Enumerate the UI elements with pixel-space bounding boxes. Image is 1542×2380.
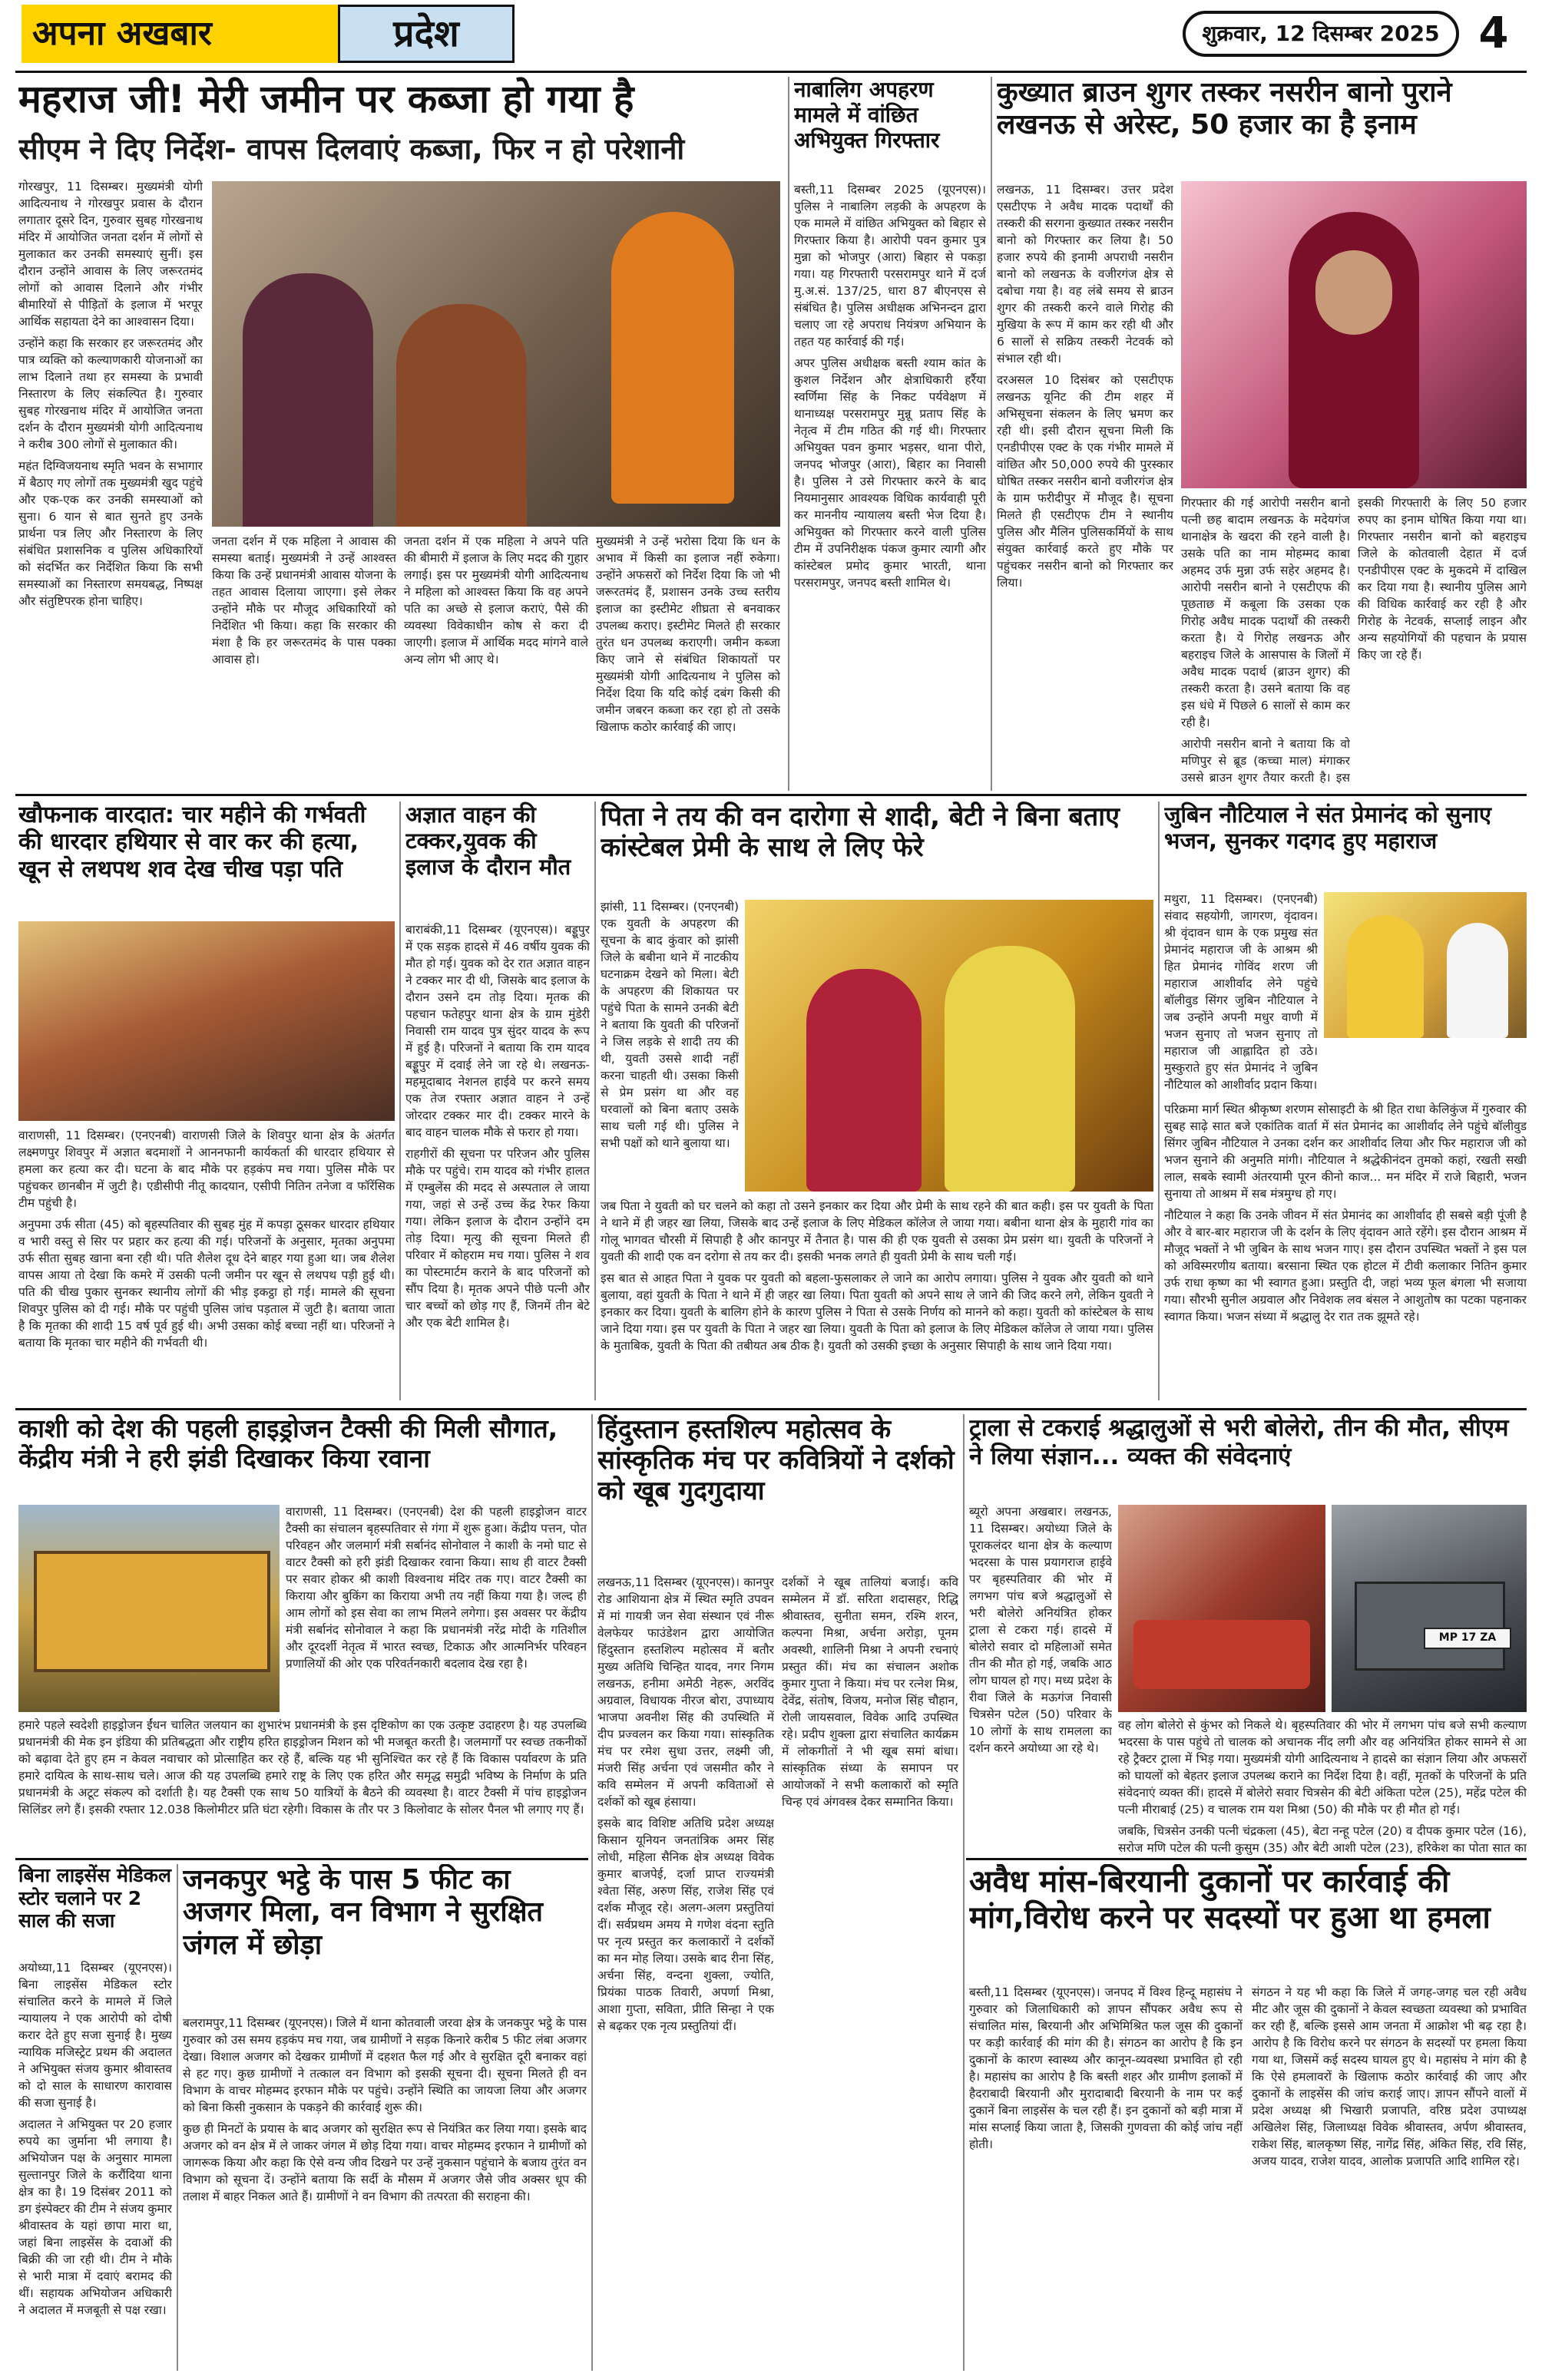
a11-col1: [597, 1574, 774, 2368]
a13-para: बस्ती,11 दिसम्बर (यूएनएस)। जनपद में विश्व हिन्दू महासंघ ने गुरुवार को जिलाधिकारी को ज्ञापन सौंपकर अवैध रूप से संचालित मांस, बिरयानी और अभिमिश्रित फल जूस की दुकानों पर कड़ी कार्रवाई की मांग की है। संगठन का आरोप है कि इन दुकानों के कारण स्वास्थ्य और कानून-व्यवस्था प्रभावित हो रही है। महासंघ का आरोप है कि बस्ती शहर और ग्रामीण इलाकों में हैदराबादी बिरयानी और मुरादाबादी बिरयानी के नाम पर कई दुकानें बिना लाइसेंस के चल रही हैं। इन दुकानों को बड़ी मात्रा में मांस सप्लाई किया जाता है, जिसकी गुणवत्ता की कोई जांच नहीं होती।: [969, 1985, 1243, 2151]
a3-col2: [1181, 494, 1350, 786]
a4-para: अनुपमा उर्फ सीता (45) को बृहस्पतिवार की सुबह मुंह में कपड़ा ठूसकर धारदार हथियार व भारी वस्तु से सिर पर प्रहार कर हत्या की गई। परिजनों के अनुसार, मृतका अनुपमा उर्फ सीता सुबह खाना बना रही थी। पति शैलेश दूध देने बाहर गया हुआ था। जब शैलेश वापस आया तो देखा कि कमरे में उसकी पत्नी जमीन पर खून से लथपथ पड़ी हुई थी। पति की चीख पुकार सुनकर स्थानीय लोगों की भीड़ इकट्ठा हो गई। मामले की सूचना शिवपुर पुलिस को दी गई। मौके पर पहुंची पुलिस जांच पड़ताल में जुटी है। बताया जाता है कि मृतका की शादी 15 वर्ष पूर्व हुई थी। अभी उसका कोई बच्चा नहीं था। परिजनों ने बताया कि मृतका चार महीने की गर्भवती थी।: [18, 1218, 395, 1350]
a13-col1: [969, 1984, 1243, 2368]
a1-subhead: सीएम ने दिए निर्देश- वापस दिलवाएं कब्जा, फिर न हो परेशानी: [18, 132, 685, 166]
a8-col2: [18, 1717, 587, 1855]
a8-col1: [286, 1503, 587, 1712]
a7-para: नौटियाल ने कहा कि उनके जीवन में संत प्रेमानंद का आशीर्वाद ही सबसे बड़ी पूंजी है और वे बार-बार महाराज जी के दर्शन के लिए वृंदावन आते रहेंगे। इस दौरान आश्रम में मौजूद भक्तों ने भी जुबिन के साथ भजन गाए। इस दौरान उपस्थित भक्तों ने इस पल को अविस्मरणीय बताया। बरसाना स्थित एक होटल में टीवी कलाकार नितिन कुमार उर्फ राधा कृष्ण का भी स्वागत हुआ। प्रस्तुति दी, जहां भव्य फूल बंगला भी सजाया गया। सौरभी सुनील अग्रवाल और निवेशक लव बंसल ने आशुतोष का पटका पहनाकर स्वागत किया। भजन संध्या में श्रद्धालु देर रात तक झूमते रहे।: [1164, 1208, 1527, 1324]
a1-para: गोरखपुर, 11 दिसम्बर। मुख्यमंत्री योगी आदित्यनाथ ने गोरखपुर प्रवास के दौरान लगातार दूसरे दिन, गुरुवार सुबह गोरखनाथ मंदिर में आयोजित जनता दर्शन में लोगों से मुलाकात कर उनकी समस्याएं सुनीं। इस दौरान उन्होंने आवास के लिए जरूरतमंद लोगों को आवास दिलाने और गंभीर बीमारियों से पीड़ितों के इलाज में भरपूर आर्थिक सहायता देने का आश्वासन दिया।: [18, 180, 203, 329]
col-divider: [991, 77, 992, 791]
a7-headline: जुबिन नौटियाल ने संत प्रेमानंद को सुनाए भजन, सुनकर गदगद हुए महाराज: [1164, 802, 1492, 854]
face-shape: [1315, 250, 1392, 335]
a2-para: अपर पुलिस अधीक्षक बस्ती श्याम कांत के कुशल निर्देशन और क्षेत्राधिकारी हर्रैया स्वर्णिमा सिंह के निकट पर्यवेक्षण में थानाध्यक्ष परसरामपुर मुन्नू प्रताप सिंह के नेतृत्व में टीम गठित की गई थी। गिरफ्तार अभियुक्त पवन कुमार भड़सर, थाना पीरो, जनपद भोजपुर (आरा), बिहार का निवासी है। पुलिस ने उसे गिरफ्तार करने के बाद नियमानुसार आवश्यक विधिक कार्यवाही पूरी कर माननीय न्यायालय बस्ती भेज दिया है। अभियुक्त को गिरफ्तार करने वाली पुलिस टीम में उपनिरीक्षक पंकज कुमार त्यागी और कांस्टेबल प्रमोद कुमार भारती, थाना परसरामपुर, जनपद बस्ती शामिल थे।: [794, 356, 986, 590]
jan-darshan-photo: [212, 181, 780, 527]
groom-figure: [945, 946, 1075, 1192]
a3-para: इसकी गिरफ्तारी के लिए 50 हजार रुपए का इनाम घोषित किया गया था। गिरफ्तार नसरीन बानो को बहराइच जिले के कोतवाली देहात में दर्ज एनडीपीएस एक्ट के मुकदमे में दाखिल कर दिया गया है। स्थानीय पुलिस आगे की विधिक कार्रवाई कर रही है और गिरोह के नेटवर्क, सप्लाई लाइन और अन्य सहयोगियों की पहचान के प्रयास किए जा रहे हैं।: [1358, 496, 1527, 662]
a3-headline: कुख्यात ब्राउन शुगर तस्कर नसरीन बानो पुराने लखनऊ से अरेस्ट, 50 हजार का है इनाम: [997, 77, 1452, 141]
section-rule: [966, 1858, 1527, 1860]
a12-col1: [969, 1503, 1112, 1787]
a13-headline: अवैध मांस-बिरयानी दुकानों पर कार्रवाई की मांग,विरोध करने पर सदस्यों पर हुआ था हमला: [969, 1864, 1491, 1936]
bolero-wreck-photo: [1332, 1505, 1527, 1712]
a10-para: कुछ ही मिनटों के प्रयास के बाद अजगर को सुरक्षित रूप से नियंत्रित कर लिया गया। इसके बाद अजगर को वन क्षेत्र में ले जाकर जंगल में छोड़ दिया गया। वाचर मोहम्मद इरफान ने ग्रामीणों को जागरूक किया और कहा कि ऐसे वन्य जीव दिखने पर उन्हें नुकसान पहुंचाने के बजाय तुरंत वन विभाग को सूचना दें। उन्होंने बताया कि सर्दी के मौसम में अजगर जैसे जीव अक्सर धूप की तलाश में बाहर निकल आते हैं। ग्रामीणों ने वन विभाग की तत्परता की सराहना की।: [183, 2122, 587, 2203]
nasreen-bano-photo: [1181, 181, 1527, 488]
a1-para: मुख्यमंत्री ने उन्हें भरोसा दिया कि धन के अभाव में किसी का इलाज नहीं रुकेगा। उन्होंने अफसरों को निर्देश दिया कि जो भी जरूरतमंद हैं, प्रशासन उनके उच्च स्तरीय इलाज का इस्टीमेट शीघ्रता से बनवाकर उपलब्ध कराए। इस्टीमेट मिलते ही सरकार तुरंत धन उपलब्ध कराएगी। जमीन कब्जा किए जाने से संबंधित शिकायतों पर मुख्यमंत्री योगी आदित्यनाथ ने पुलिस को निर्देश दिया कि यदि कोई दबंग किसी की जमीन जबरन कब्जा कर रहा हो तो उसके खिलाफ कठोर कार्रवाई की जाए।: [596, 534, 780, 734]
a3-col3: [1358, 494, 1527, 786]
a11-para: इसके बाद विशिष्ट अतिथि प्रदेश अध्यक्ष किसान यूनियन जनतांत्रिक अमर सिंह लोधी, महिला सैनिक क्षेत्र अध्यक्ष विवेक कुमार बाजपेई, दर्जा प्राप्त राज्यमंत्री श्वेता सिंह, अरुण सिंह, राजेश सिंह एवं दर्शक मौजूद रहे। अलग-अलग प्रस्तुतियां दीं। सर्वप्रथम अमय मेे गणेश वंदना स्तुति पर नृत्य प्रस्तुत कर कलाकारों ने दर्शकों का मन मोह लिया। उसके बाद रीना सिंह, अर्चना सिंह, वन्दना शुक्ला, ज्योति, प्रियंका पाठक तिवारी, अपर्णा मिश्रा, आशा गुप्ता, सविता, प्रीति सिन्हा ने एक से बढ़कर एक नृत्य प्रस्तुतियां दीं।: [597, 1816, 774, 2033]
a13-col2: [1252, 1984, 1527, 2368]
a12-para: ब्यूरो अपना अखबार। लखनऊ, 11 दिसम्बर। अयोध्या जिले के पूराकलंदर थाना क्षेत्र के कल्याण भदरसा के पास प्रयागराज हाईवे पर बृहस्पतिवार की भोर में लगभग पांच बजे श्रद्धालुओं से भरी बोलेरो अनियंत्रित होकर ट्राला से टकरा गई। हादसे में बोलेरो सवार दो महिलाओं समेत तीन की मौत हो गई, जबकि आठ लोग घायल हो गए। मध्य प्रदेश के रीवा जिले के मऊगंज निवासी चित्रसेन पटेल (50) परिवार के 10 लोगों के साथ रामलला का दर्शन करने अयोध्या आ रहे थे।: [969, 1505, 1112, 1755]
a5-body: [405, 921, 590, 1405]
a1-para: जनता दर्शन में एक महिला ने आवास की समस्या बताई। मुख्यमंत्री ने उन्हें आश्वस्त किया कि उन्हें प्रधानमंत्री आवास योजना के तहत आवास दिलाया जाएगा। इसे लेकर उन्होंने मौके पर मौजूद अधिकारियों को निर्देशित भी किया। कहा कि सरकार की मंशा है कि हर जरूरतमंद के पास पक्का आवास हो।: [212, 534, 396, 666]
a3-para: गिरफ्तार की गई आरोपी नसरीन बानो पत्नी छह बादाम लखनऊ के मदेयगंज थानाक्षेत्र के खदरा की रहने वाली है। उसके पति का नाम मोहम्मद काबा अहमद उर्फ मुन्ना उर्फ सहेर अहमद है। आरोपी नसरीन बानो ने एसटीएफ की पूछताछ में कबूला कि उसका एक गिरोह अवैध मादक पदार्थों की तस्करी करता है। ये गिरोह लखनऊ और बहराइच जिले के आसपास के जिलों में अवैध मादक पदार्थ (ब्राउन शुगर) की तस्करी करता है। उसने बताया कि वह इस धंधे में पिछले 6 सालों से काम कर रही है।: [1181, 496, 1350, 729]
singer-figure: [1447, 923, 1508, 1038]
a3-para: लखनऊ, 11 दिसम्बर। उत्तर प्रदेश एसटीएफ ने अवैध मादक पदार्थों की तस्करी की सरगना कुख्यात तस्कर नसरीन बानो को गिरफ्तार कर लिया है। 50 हजार रुपये की इनामी अपराधी नसरीन बानो को लखनऊ के वजीरगंज क्षेत्र से दबोचा गया है। वह लंबे समय से ब्राउन शुगर की तस्करी करने वाले गिरोह की मुखिया के रूप में काम कर रही थी और 6 सालों से सक्रिय तस्करी नेटवर्क को संभाल रही थी।: [997, 183, 1173, 365]
a6-para: इस बात से आहत पिता ने युवक पर युवती को बहला-फुसलाकर ले जाने का आरोप लगाया। पुलिस ने युवक और युवती को थाने बुलाया, वहां युवती के पिता ने थाने में ही जहर खा लिया। पिता युवती को अपने साथ ले जाने की जिद करने लगे, लेकिन युवती ने इनकार कर दिया। युवती के बालिग होने के कारण पुलिस ने पिता से उसके निर्णय को मानने को कहा। युवती को कांस्टेबल के साथ जाने दिया गया। इस पर युवती के पिता ने जहर खा लिया। युवती के पिता को इलाज के लिए मेडिकल कॉलेज ले जाया गया। पुलिस के मुताबिक, युवती के पिता की तबीयत अब ठीक है। युवती को उसकी इच्छा के अनुसार सिपाही के साथ जाने दिया गया।: [601, 1271, 1153, 1353]
a3-para: आरोपी नसरीन बानो ने बताया कि वो मणिपुर से ब्रूड (कच्चा माल) मंगाकर उससे ब्राउन शुगर तैयार करती है। इस: [1181, 737, 1350, 785]
a11-para: दर्शकों ने खूब तालियां बजाई। कवि सम्मेलन में डॉ. सरिता शदासहर, रिद्धि श्रीवास्तव, सुनीता समन, रश्मि शरन, कल्पना मिश्रा, अर्चना अरोड़ा, पूनम अवस्थी, शालिनी मिश्रा ने अपनी रचनाएं प्रस्तुत कीं। मंच का संचालन अशोक कुमार गुप्ता ने किया। मंच पर रत्नेश मिश्र, देवेंद्र, संतोष, विजय, मनोज सिंह चौहान, रोली जायसवाल, विवेक आदि उपस्थित रहे। प्रदीप शुक्ला द्वारा संचालित कार्यक्रम में लोकगीतों ने भी खूब समां बांधा। सांस्कृतिक संध्या के समापन पर आयोजकों ने सभी कलाकारों को स्मृति चिन्ह एवं अंगवस्त्र देकर सम्मानित किया।: [782, 1575, 958, 1809]
bride-figure: [806, 969, 922, 1192]
section-rule: [15, 794, 1527, 796]
premanand-jubin-photo: [1324, 892, 1527, 1038]
masthead-rule: [15, 71, 1527, 73]
a5-para: राहगीरों की सूचना पर परिजन और पुलिस मौके पर पहुंचे। राम यादव को गंभीर हालत में एम्बुलेंस की मदद से अस्पताल ले जाया गया, जहां से उन्हें उच्च केंद्र रेफर किया गया। लेकिन इलाज के दौरान उन्होंने दम तोड़ दिया। मृत्यु की सूचना मिलते ही परिवार में कोहराम मच गया। पुलिस ने शव का पोस्टमार्टम कराने के बाद परिजनों को सौंप दिया है। मृतक अपने पीछे पत्नी और चार बच्चों को छोड़ गए हैं, जिनमें तीन बेटे और एक बेटी शामिल है।: [405, 1147, 590, 1330]
col-divider: [963, 1414, 965, 2371]
section-rule: [15, 1858, 588, 1860]
a10-body: [183, 2015, 587, 2368]
a2-para: बस्ती,11 दिसम्बर 2025 (यूएनएस)। पुलिस ने नाबालिग लड़की के अपहरण के एक मामले में वांछित अभियुक्त को बिहार से गिरफ्तार किया है। आरोपी पवन कुमार पुत्र मुन्ना को भोजपुर (आरा) बिहार से पकड़ा गया। यह गिरफ्तारी परसरामपुर थाने में दर्ज मु.अ.सं. 137/25, धारा 87 बीएनएस से संबंधित है। पुलिस अधीक्षक अभिनन्दन द्वारा चलाए जा रहे अपराध नियंत्रण अभियान के तहत यह कार्रवाई की गई।: [794, 183, 986, 349]
woman-figure: [243, 273, 373, 527]
a11-para: लखनऊ,11 दिसम्बर (यूएनएस)। कानपुर रोड आशियाना क्षेत्र में स्थित स्मृति उपवन में मां गायत्री जन सेवा संस्थान एवं नीरू वेलफेयर फाउंडेशन द्वारा आयोजित हिंदुस्तान हस्तशिल्प महोत्सव में बतौर मुख्य अतिथि चिन्हित यादव, नगर निगम लखनऊ, हनीमा अमेठी नेहरू, अरविंद अग्रवाल, विधायक नीरज बोरा, उपाध्याय भाजपा अवनीश सिंह की उपस्थिति में दीप प्रज्वलन कर किया गया। सांस्कृतिक मंच पर रमेश सुधा उत्तर, लक्ष्मी जी, मंजरी सिंह अर्चना एवं जसमीत कौर ने कवि सम्मेलन में अपनी कविताओं से दर्शकों को खूब हंसाया।: [597, 1575, 774, 1809]
a5-para: बाराबंकी,11 दिसम्बर (यूएनएस)। बड्डूपुर में एक सड़क हादसे में 46 वर्षीय युवक की मौत हो गई। युवक को देर रात अज्ञात वाहन ने टक्कर मार दी थी, जिसके बाद इलाज के दौरान उसने दम तोड़ दिया। मृतक की पहचान फतेहपुर थाना क्षेत्र के ग्राम मुंडेरी निवासी राम यादव पुत्र सुंदर यादव के रूप में हुई है। परिजनों ने बताया कि राम यादव बड्डूपुर में दवाई लेने जा रहे थे। लखनऊ-महमूदाबाद नेशनल हाईवे पर करने समय एक तेज रफ्तार अज्ञात वाहन ने उन्हें जोरदार टक्कर मार दी। टक्कर मारने के बाद वाहन चालक मौके से फरार हो गया।: [405, 923, 590, 1139]
a7-para: मथुरा, 11 दिसम्बर। (एनएनबी) संवाद सहयोगी, जागरण, वृंदावन। श्री वृंदावन धाम के एक प्रमुख संत प्रेमानंद महाराज जी के आश्रम श्री हित प्रेमानंद गोविंद शरण जी महाराज आशीर्वाद लेने पहुंचे बॉलीवुड सिंगर जुबिन नौटियाल ने जब उन्होंने अपनी मधुर वाणी में भजन सुनाए तो भजन सुनाए तो महाराज जी आह्लादित हो उठे। मुस्कुराते हुए संत प्रेमानंद ने जुबिन नौटियाल को आशीर्वाद प्रदान किया।: [1164, 892, 1318, 1092]
varanasi-crowd-photo: [18, 921, 395, 1121]
a12-para: वह लोग बोलेरो से कुंभर को निकले थे। बृहस्पतिवार की भोर में लगभग पांच बजे सभी कल्याण भदरसा के पास पहुंचे तो चालक को अचानक नींद लगी और वह अनियंत्रित होकर सामने से आ रहे ट्रैक्टर ट्राला में भिड़ गया। मुख्यमंत्री योगी आदित्यनाथ ने हादसे का संज्ञान लिया और अफसरों को घायलों को बेहतर इलाज उपलब्ध कराने का निर्देश दिया है। वहीं, मृतकों के परिजनों के प्रति संवेदनाएं व्यक्त कीं। हादसे में बोलेरो सवार चित्रसेन की बेटी अंकिता पटेल (25), महेंद्र पटेल की पत्नी मीराबाई (25) व चालक राम यश मिश्रा (50) की मौके पर ही मौत हो गई।: [1118, 1718, 1527, 1816]
number-plate: MP 17 ZA: [1424, 1628, 1511, 1649]
a4-para: वाराणसी, 11 दिसम्बर। (एनएनबी) वाराणसी जिले के शिवपुर थाना क्षेत्र के अंतर्गत लक्ष्मणपुर शिवपुर में अज्ञात बदमाशों ने आननफानी कार्यकर्ता की धारदार हथियार से हमला कर हत्या कर दी। घटना के बाद मौके पर हड़कंप मच गया। पुलिस मौके पर पहुंचकर छानबीन में जुटी है। एडीसीपी नीतू कादयान, एसीपी नितिन तनेजा व फॉरेंसिक टीम पहुंची है।: [18, 1129, 395, 1210]
a9-para: अदालत ने अभियुक्त पर 20 हजार रुपये का जुर्माना भी लगाया है। अभियोजन पक्ष के अनुसार मामला सुल्तानपुर जिले के करौंदिया थाना क्षेत्र का है। 19 दिसंबर 2011 को डग इंस्पेक्टर की टीम ने संजय कुमार श्रीवास्तव के यहां छापा मारा था, जहां बिना लाइसेंस के दवाओं की बिक्री की जा रही थी। टीम ने मौके से भारी मात्रा में दवाएं बरामद की थीं। सहायक अभियोजन अधिकारी ने अदालत में मजबूती से पक्ष रखा।: [18, 2117, 172, 2317]
a9-headline: बिना लाइसेंस मेडिकल स्टोर चलाने पर 2 साल की सजा: [18, 1864, 171, 1932]
a7-para: परिक्रमा मार्ग स्थित श्रीकृष्ण शरणम सोसाइटी के श्री हित राधा केलिकुंज में गुरुवार की सुबह साढ़े सात बजे एकांतिक वार्ता में संत प्रेमानंद का आशीर्वाद लेने पहुंचे बॉलीवुड सिंगर जुबिन नौटियाल ने उनका दर्शन कर आशीर्वाद लिया और फिर महाराज जी को भजन सुनाने की अनुमति मांगी। नौटियाल ने श्रद्धेकीनंदन तुमको कहां, रखती सखी लाल, सबके स्वामी अंतरयामी पूरन कीनो काज... मन मंदिर में राजे बिहारी, भजन सुनाया तो आश्रम में सब मंत्रमुग्ध हो गए।: [1164, 1102, 1527, 1201]
a1-headline: महराज जी! मेरी जमीन पर कब्जा हो गया है: [18, 77, 634, 121]
a1-col2: [212, 533, 396, 785]
a12-headline: ट्राला से टकराई श्रद्धालुओं से भरी बोलेरो, तीन की मौत, सीएम ने लिया संज्ञान... व्यक्त की संवेदनाएं: [969, 1414, 1509, 1470]
a10-headline: जनकपुर भट्ठे के पास 5 फीट का अजगर मिला, वन विभाग ने सुरक्षित जंगल में छोड़ा: [183, 1864, 544, 1961]
a6-para: जब पिता ने युवती को घर चलने को कहा तो उसने इनकार कर दिया और प्रेमी के साथ रहने की बात कही। इस पर युवती के पिता ने थाने में ही जहर खा लिया, जिसके बाद उन्हें इलाज के लिए मेडिकल कॉलेज ले जाया गया। बबीना थाना क्षेत्र के मुहारी गांव का गोलू भागवत चौरसी में सिपाही है और कानपुर में तैनात है। पास की ही एक युवती से उसका प्रेम प्रसंग था। युवती के परिजनों ने युवती की शादी एक वन दरोगा से तय कर दी। इसकी भनक लगते ही युवती प्रेमी के साथ चली गई।: [601, 1199, 1153, 1264]
couple-wedding-photo: [745, 900, 1153, 1192]
a2-headline: नाबालिग अपहरण मामले में वांछित अभियुक्त गिरफ्तार: [794, 77, 940, 154]
a6-col2: [601, 1198, 1153, 1405]
a3-col1: [997, 181, 1173, 788]
woman-figure: [396, 304, 527, 527]
page-number: 4: [1478, 8, 1509, 58]
a7-col2: [1164, 1101, 1527, 1405]
a1-col3: [404, 533, 588, 785]
cm-figure: [611, 212, 734, 504]
bolero-body: [1355, 1582, 1505, 1671]
a8-headline: काशी को देश की पहली हाइड्रोजन टैक्सी की मिली सौगात, केंद्रीय मंत्री ने हरी झंडी दिखाकर किया रवाना: [18, 1414, 558, 1473]
a12-col2: [1118, 1717, 1527, 1855]
taxi-hull: [34, 1551, 270, 1672]
col-divider: [399, 802, 401, 1400]
a9-para: अयोध्या,11 दिसम्बर (यूएनएस)। बिना लाइसेंस मेडिकल स्टोर संचालित करने के मामले में जिले न्यायालय ने एक आरोपी को दोषी करार देते हुए सजा सुनाई है। मुख्य न्यायिक मजिस्ट्रेट प्रथम की अदालत ने अभियुक्त संजय कुमार श्रीवास्तव को दो साल के साधारण कारावास की सजा सुनाई है।: [18, 1961, 172, 2110]
a1-para: जनता दर्शन में एक महिला ने अपने पति की बीमारी में इलाज के लिए मदद की गुहार लगाई। इस पर मुख्यमंत्री योगी आदित्यनाथ ने महिला को आश्वस्त किया कि वह अपने पति का अच्छे से इलाज कराएं, पैसे की व्यवस्था विवेकाधीन कोष से करा दी जाएगी। इलाज में आर्थिक मदद मांगने वाले अन्य लोग भी आए थे।: [404, 534, 588, 666]
col-divider: [177, 1864, 178, 2371]
paper-name: अपना अखबार: [22, 5, 344, 63]
saint-figure: [1347, 915, 1424, 1038]
a1-col1: [18, 178, 203, 785]
hydrogen-taxi-photo: [18, 1505, 280, 1712]
col-divider: [1158, 802, 1160, 1400]
hospital-bed: [1133, 1620, 1310, 1689]
masthead: [0, 0, 1542, 68]
a4-headline: खौफनाक वारदात: चार महीने की गर्भवती की धारदार हथियार से वार कर की हत्या, खून से लथपथ शव देख चीख पड़ा पति: [18, 802, 366, 883]
section-rule: [15, 1408, 1527, 1410]
a6-headline: पिता ने तय की वन दारोगा से शादी, बेटी ने बिना बताए कांस्टेबल प्रेमी के साथ ले लिए फेरे: [601, 802, 1120, 864]
a10-para: बलरामपुर,11 दिसम्बर (यूएनएस)। जिले में थाना कोतवाली जरवा क्षेत्र के जनकपुर भट्ठे के पास गुरुवार को उस समय हड़कंप मच गया, जब ग्रामीणों ने सड़क किनारे करीब 5 फीट लंबा अजगर देखा। विशाल अजगर को देखकर ग्रामीणों में दहशत फैल गई और वे सुरक्षित दूरी बनाकर वहां से हट गए। कुछ ग्रामीणों ने तत्काल वन विभाग को इसकी सूचना दी। सूचना मिलते ही वन विभाग के वाचर मोहम्मद इरफान मौके पर पहुंचे। उन्होंने स्थिति का जायजा लिया और अजगर को बिना किसी नुकसान के पकड़ने की कार्रवाई शुरू की।: [183, 2016, 587, 2114]
a11-headline: हिंदुस्तान हस्तशिल्प महोत्सव के सांस्कृतिक मंच पर कवित्रियों ने दर्शको को खूब गुदगुदाया: [597, 1414, 955, 1507]
col-divider: [591, 1414, 593, 2371]
col-divider: [788, 77, 789, 791]
a8-para: वाराणसी, 11 दिसम्बर। (एनएनबी) देश की पहली हाइड्रोजन वाटर टैक्सी का संचालन बृहस्पतिवार से गंगा में शुरू हुआ। केंद्रीय पत्तन, पोत परिवहन और जलमार्ग मंत्री सर्बानंद सोनोवाल ने काशी के नमो घाट से वाटर टैक्सी को हरी झंडी दिखाकर रवाना किया। साथ ही वाटर टैक्सी पर सवार होकर श्री काशी विश्वनाथ मंदिर तक गए। वाटर टैक्सी का किराया और बुकिंग का किराया अभी तय नहीं किया गया है। जल्द ही आम लोगों को इस सेवा का लाभ मिलने लगेगा। इस अवसर पर केंद्रीय मंत्री सर्बानंद सोनोवाल ने कहा कि प्रधानमंत्री नरेंद्र मोदी के गतिशील और दूरदर्शी नेतृत्व में भारत स्वच्छ, टिकाऊ और आत्मनिर्भर परिवहन प्रणालियों की ओर एक परिवर्तनकारी बदलाव देख रहा है।: [286, 1505, 587, 1671]
a5-headline: अज्ञात वाहन की टक्कर,युवक की इलाज के दौरान मौत: [405, 802, 571, 881]
a1-col4: [596, 533, 780, 785]
a9-body: [18, 1959, 172, 2366]
col-divider: [594, 802, 596, 1400]
a11-col2: [782, 1574, 958, 2368]
a8-para: हमारे पहले स्वदेशी हाइड्रोजन ईंधन चालित जलयान का शुभारंभ प्रधानमंत्री के इस दृष्टिकोण का एक उत्कृष्ट उदाहरण है। यह उपलब्धि प्रधानमंत्री की मेक इन इंडिया की प्रतिबद्धता और राष्ट्रीय हरित हाइड्रोजन मिशन को भी मजबूत करती है। जलमार्गों पर स्वच्छ तकनीकों को बढ़ावा देते हुए हम न केवल नवाचार को प्रोत्साहित कर रहे हैं, बल्कि यह भी सुनिश्चित कर रहे हैं कि विकास पर्यावरण के प्रति हमारे दायित्व के साथ-साथ चले। आज की यह उपलब्धि हमारे राष्ट्र के लिए एक हरित और समृद्ध समुद्री भविष्य के निर्माण के प्रति प्रधानमंत्री के अटूट संकल्प को दर्शाती है। यह टैक्सी एक साथ 50 यात्रियों के बैठने की व्यवस्था है। वाटर टैक्सी में पांच हाइड्रोजन सिलिंडर लगे हैं। इसकी रफ्तार 12.038 किलोमीटर प्रति घंटा रहेगी। विकास के तौर पर 3 किलोवाट के सोलर पैनल भी लगाए गए हैं।: [18, 1718, 587, 1816]
injured-hospital-photo: [1118, 1505, 1325, 1712]
a2-body: [794, 181, 986, 788]
section-title: प्रदेश: [338, 5, 515, 63]
a6-para: झांसी, 11 दिसम्बर। (एनएनबी) एक युवती के अपहरण की सूचना के बाद कुंवार को झांसी जिले के बबीना थाने में नाटकीय घटनाक्रम देखने को मिला। बेटी के अपहरण की शिकायत पर पहुंचे पिता के सामने उनकी बेटी ने बताया कि युवती की परिजनों ने जिस लड़के से शादी तय की थी, युवती उससे शादी नहीं करना चाहती थी। उसका किसी से प्रेम प्रसंग था और वह घरवालों को बिना बताए उसके साथ चली गई थी। पुलिस ने सभी पक्षों को थाने बुलाया था।: [601, 900, 739, 1150]
issue-date: शुक्रवार, 12 दिसम्बर 2025: [1183, 11, 1459, 57]
a13-para: संगठन ने यह भी कहा कि जिले में जगह-जगह चल रही अवैध मीट और जूस की दुकानों ने केवल स्वच्छता व्यवस्था को प्रभावित कर रही हैं, बल्कि इससे आम जनता में आक्रोश भी बढ़ रहा है। आरोप है कि विरोध करने पर संगठन के सदस्यों पर हमला किया गया था, जिसमें कई सदस्य घायल हुए थे। महासंघ ने मांग की है कि ऐसे हमलावरों के खिलाफ कठोर कार्रवाई की जाए और दुकानों के लाइसेंस की जांच कराई जाए। ज्ञापन सौंपने वालों में प्रदेश अध्यक्ष श्री भिखारी प्रजापति, वरिष्ठ प्रदेश उपाध्यक्ष अखिलेश सिंह, जिलाध्यक्ष विवेक श्रीवास्तव, अर्पण श्रीवास्तव, राकेश सिंह, बालकृष्ण सिंह, नागेंद्र सिंह, अंकित सिंह, रवि सिंह, अजय यादव, राजेश यादव, आलोक प्रजापति आदि शामिल रहे।: [1252, 1985, 1527, 2168]
a6-col1: [601, 898, 739, 1198]
a7-col1: [1164, 891, 1318, 1098]
a1-para: महंत दिग्विजयनाथ स्मृति भवन के सभागार में बैठाए गए लोगों तक मुख्यमंत्री खुद पहुंचे और एक-एक कर उनकी समस्याओं को सुना। 6 यान से बात सुनते हुए उनके प्रार्थना पत्र लिए और निस्तारण के लिए संबंधित प्रशासनिक व पुलिस अधिकारियों को संदर्भित कर निर्देशित किया कि सभी समस्याओं का निस्तारण समयबद्ध, निष्पक्ष और संतुष्टिपरक होना चाहिए।: [18, 459, 203, 608]
a12-para: जबकि, चित्रसेन उनकी पत्नी चंद्रकला (45), बेटा नन्हू पटेल (20) व दीपक कुमार पटेल (16), सरोज मणि पटेल की पत्नी कुसुम (35) और बेटी आशी पटेल (23), हरिकेश का पोता सात का: [1118, 1824, 1527, 1855]
a1-para: उन्होंने कहा कि सरकार हर जरूरतमंद और पात्र व्यक्ति को कल्याणकारी योजनाओं का लाभ दिलाने तथा हर समस्या के प्रभावी निस्तारण के लिए संकल्पित है। गुरुवार सुबह गोरखनाथ मंदिर में आयोजित जनता दर्शन के दौरान मुख्यमंत्री योगी आदित्यनाथ ने करीब 300 लोगों से मुलाकात की।: [18, 336, 203, 451]
a3-para: दरअसल 10 दिसंबर को एसटीएफ लखनऊ यूनिट की टीम शहर में अभिसूचना संकलन के लिए भ्रमण कर रही थी। इसी दौरान सूचना मिली कि एनडीपीएस एक्ट के एक गंभीर मामले में वांछित और 50,000 रुपये की पुरस्कार घोषित तस्कर नसरीन बानो वजीरगंज क्षेत्र के ग्राम फरीदीपुर में मौजूद है। सूचना मिलते ही एसटीएफ टीम ने स्थानीय पुलिस और मैलिन पुलिसकर्मियों के साथ संयुक्त कार्रवाई करते हुए मौके पर पहुंचकर नसरीन बानो को गिरफ्तार कर लिया।: [997, 373, 1173, 590]
